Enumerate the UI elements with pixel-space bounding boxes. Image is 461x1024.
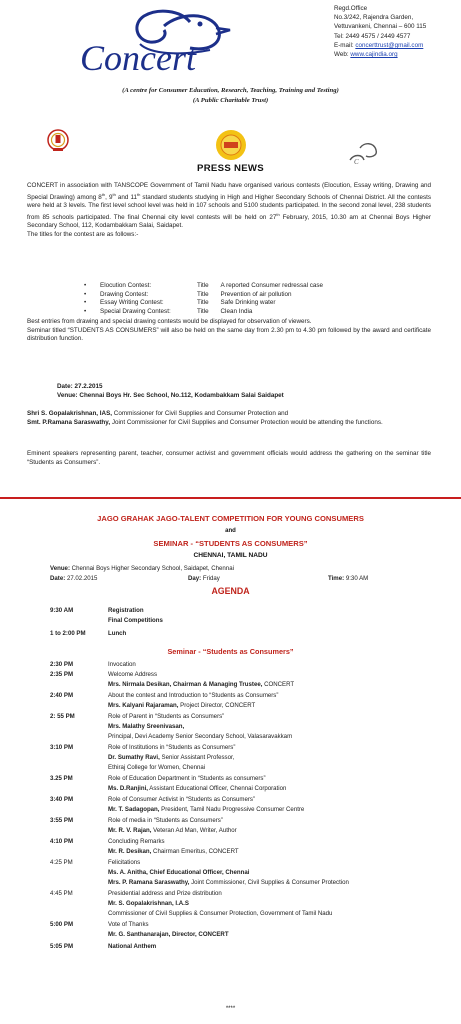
speaker-name: Mr. T. Sadagopan, <box>108 806 160 813</box>
sup: th <box>112 191 116 197</box>
bullet: • <box>84 307 87 315</box>
contest-name: Drawing Contest: <box>100 290 149 298</box>
agenda-list <box>50 0 450 1024</box>
speaker-name: Mrs. Kalyani Rajaraman, <box>108 702 179 709</box>
date-label: Date: <box>50 575 66 582</box>
address-line: Vettuvankeni, Chennai – 600 115 <box>334 23 427 31</box>
agenda-time: 4:45 PM <box>50 890 73 897</box>
agenda-item: Concluding Remarks <box>108 838 165 845</box>
contest-title-label: Title <box>197 290 209 298</box>
web-link[interactable]: www.cajindia.org <box>350 51 398 59</box>
agenda-time: 2:40 PM <box>50 692 74 699</box>
agenda-item: Ethiraj College for Women, Chennai <box>108 764 206 771</box>
agenda-row <box>50 943 450 953</box>
agenda-row <box>50 681 450 691</box>
seminar-subhead: Seminar - “Students as Consumers” <box>167 647 294 656</box>
speaker-role: Project Director, CONCERT <box>178 702 256 709</box>
agenda-item: Role of Parent in “Students as Consumers” <box>108 713 225 720</box>
agenda-row <box>50 931 450 941</box>
text: Seminar titled “STUDENTS AS CONSUMERS” will also be held on the same day from 2.30 pm to 4.30 pm followed by the award and certificate distribution function. <box>27 326 431 342</box>
event-venue: Venue: Chennai Boys Hr. Sec School, No.112, Kodambakkam Salai Saidapet <box>57 391 284 399</box>
speaker-role: Joint Commissioner, Civil Supplies & Consumer Protection <box>189 879 349 886</box>
agenda-speaker <box>108 754 234 761</box>
agenda-speaker <box>108 806 304 813</box>
address-line: Tel: 2449 4575 / 2449 4577 <box>334 32 411 40</box>
contest-title-label: Title <box>197 299 209 307</box>
agenda-item: Final Competitions <box>108 617 163 624</box>
agenda-row <box>50 661 450 671</box>
text: Joint Commissioner for Civil Supplies and Consumer Protection would be attending the functions. <box>110 418 383 426</box>
agenda-item: Lunch <box>108 630 127 637</box>
agenda-row <box>50 869 450 879</box>
program-and: and <box>225 528 236 534</box>
event-date: Date: 27.2.2015 <box>57 383 103 390</box>
web-label: Web: <box>334 51 351 59</box>
day-label: Day: <box>188 575 202 582</box>
speaker-name: Mr. R. Desikan, <box>108 848 152 855</box>
speaker-name: Mrs. P. Ramana Saraswathy, <box>108 879 190 886</box>
agenda-row <box>50 879 450 889</box>
contest-name: Elocution Contest: <box>100 282 152 289</box>
time-label: Time: <box>328 575 345 582</box>
agenda-row <box>50 733 450 743</box>
press-news-title: PRESS NEWS <box>197 163 264 174</box>
text: standard students studying in High and Higher Secondary Schools of Chennai District. All the contests were held at 3 levels. The first level school level was held in 107 schools and 5100 students participated. In the second zonal level, 238 students from 85 schools participated. The final Chennai city level contests will be held on 27 <box>27 193 431 221</box>
speaker-name: Mr. S. Gopalakrishnan, I.A.S <box>108 900 189 907</box>
agenda-title: AGENDA <box>211 586 250 596</box>
agenda-speaker <box>108 900 189 907</box>
agenda-row <box>50 806 450 816</box>
tagline: (A centre for Consumer Education, Research, Teaching, Training and Testing) <box>122 87 339 94</box>
agenda-time: 3.25 PM <box>50 775 73 782</box>
agenda-row <box>50 692 450 702</box>
agenda-row <box>50 848 450 858</box>
agenda-speaker <box>108 879 349 886</box>
agenda-item: Welcome Address <box>108 671 157 678</box>
time-value: 9:30 AM <box>344 575 369 582</box>
agenda-item: Role of Consumer Activist in “Students as Consumers” <box>108 796 255 803</box>
speaker-name: Ms. D.Ranjini, <box>108 785 148 792</box>
text: Best entries from drawing and special drawing contests would be displayed for observation of viewers. <box>27 318 312 325</box>
agenda-item: National Anthem <box>108 943 157 950</box>
agenda-speaker <box>108 785 286 792</box>
agenda-row <box>50 702 450 712</box>
agenda-time: 2:35 PM <box>50 671 74 678</box>
agenda-row <box>50 910 450 920</box>
agenda-row <box>50 796 450 806</box>
official-name: Smt. P.Ramana Saraswathy, <box>27 418 111 426</box>
venue-value: Chennai Boys Higher Secondary School, Saidapet, Chennai <box>69 565 234 572</box>
agenda-time: 2:30 PM <box>50 661 74 668</box>
titles-intro: The titles for the contest are as follows:- <box>27 230 139 238</box>
agenda-item: Felicitations <box>108 859 141 866</box>
sup: th <box>276 211 280 217</box>
agenda-row <box>50 744 450 754</box>
address-line: No.3/242, Rajendra Garden, <box>334 14 414 22</box>
svg-text:C: C <box>354 158 359 166</box>
contest-name: Special Drawing Contest: <box>100 307 171 315</box>
agenda-row <box>50 859 450 869</box>
tagline-trust: (A Public Charitable Trust) <box>192 97 269 104</box>
contest-title-label: Title <box>197 307 209 315</box>
agenda-item: Role of Education Department in “Students as consumers” <box>108 775 266 782</box>
agenda-row <box>50 617 450 627</box>
program-city: CHENNAI, TAMIL NADU <box>193 552 268 559</box>
bullet: • <box>84 290 87 298</box>
agenda-time: 1 to 2:00 PM <box>50 630 86 637</box>
sup: th <box>101 191 106 197</box>
speaker-name: Mrs. Nirmala Desikan, Chairman & Managing Trustee, <box>108 681 263 688</box>
agenda-time: 5:00 PM <box>50 921 74 928</box>
agenda-time: 9:30 AM <box>50 607 74 614</box>
agenda-row <box>50 785 450 795</box>
agenda-speaker <box>108 931 229 938</box>
press-paragraph-5: Eminent speakers representing parent, teacher, consumer activist and government officials would address the gathering on the seminar title “Students as Consumers”. <box>27 450 431 466</box>
agenda-item: Presidential address and Prize distribution <box>108 890 222 897</box>
agenda-time: 3:40 PM <box>50 796 74 803</box>
agenda-row <box>50 671 450 681</box>
agenda-time: 2: 55 PM <box>50 713 75 720</box>
agenda-row <box>50 827 450 837</box>
contest-name: Essay Writing Contest: <box>100 299 164 307</box>
agenda-row <box>50 838 450 848</box>
contest-title: Clean India <box>220 307 253 315</box>
agenda-speaker <box>108 848 239 855</box>
agenda-speaker <box>108 681 294 688</box>
agenda-time: 4:10 PM <box>50 838 74 845</box>
agenda-item: Commissioner of Civil Supplies & Consumer Protection, Government of Tamil Nadu <box>108 910 333 917</box>
speaker-role: President, Tamil Nadu Progressive Consumer Centre <box>159 806 305 813</box>
agenda-row <box>50 775 450 785</box>
speaker-name: Mr. G. Santhanarajan, Director, CONCERT <box>108 931 229 938</box>
text: February, 2015, 10.30 am at Chennai Boys Higher Secondary School, 112, Kodambakkam Salai, Saidapet. <box>27 213 431 230</box>
date-value: 27.02.2015 <box>65 575 98 582</box>
speaker-role: CONCERT <box>262 681 295 688</box>
email-link[interactable]: concerttrust@gmail.com <box>355 41 424 49</box>
speaker-name: Dr. Sumathy Ravi, <box>108 754 160 761</box>
agenda-speaker <box>108 869 249 876</box>
agenda-row <box>50 764 450 774</box>
agenda-row <box>50 890 450 900</box>
contest-title: A reported Consumer redressal case <box>220 282 324 289</box>
speaker-role: Chairman Emeritus, CONCERT <box>151 848 239 855</box>
official-name: Shri S. Gopalakrishnan, IAS, <box>27 410 113 417</box>
text: , 9 <box>105 193 113 201</box>
email-label: E-mail: <box>334 41 356 49</box>
agenda-item: Principal, Devi Academy Senior Secondary School, Valasaravakkam <box>108 733 293 740</box>
sup: th <box>136 191 141 197</box>
agenda-time: 3:10 PM <box>50 744 74 751</box>
bullet: • <box>84 282 87 289</box>
contest-title-label: Title <box>197 282 209 289</box>
agenda-row <box>50 900 450 910</box>
svg-text:Concert: Concert <box>80 38 196 78</box>
agenda-time: 5:05 PM <box>50 943 74 950</box>
agenda-time: 4:25 PM <box>50 859 73 866</box>
venue-label: Venue: <box>50 565 70 572</box>
agenda-item: Role of media in “Students as Consumers” <box>108 817 223 824</box>
speaker-name: Ms. A. Anitha, Chief Educational Officer, Chennai <box>108 869 250 876</box>
text: and 11 <box>115 193 137 201</box>
bullet: • <box>84 299 87 307</box>
day-value: Friday <box>201 575 220 582</box>
agenda-row <box>50 723 450 733</box>
agenda-item: Invocation <box>108 661 136 668</box>
text: Commissioner for Civil Supplies and Consumer Protection and <box>112 410 289 417</box>
speaker-role: Veteran Ad Man, Writer, Author <box>151 827 237 834</box>
agenda-row <box>50 754 450 764</box>
agenda-row <box>50 713 450 723</box>
speaker-name: Mr. R. V. Rajan, <box>108 827 152 834</box>
agenda-row <box>50 607 450 617</box>
agenda-item: Vote of Thanks <box>108 921 149 928</box>
contest-title: Safe Drinking water <box>220 299 276 307</box>
agenda-row <box>50 817 450 827</box>
speaker-role: Senior Assistant Professor, <box>159 754 235 761</box>
agenda-speaker <box>108 702 255 709</box>
agenda-item: Role of Institutions in “Students as Consumers” <box>108 744 236 751</box>
end-mark: **** <box>225 1006 236 1012</box>
agenda-speaker <box>108 723 184 730</box>
speaker-role: Assistant Educational Officer, Chennai Corporation <box>147 785 287 792</box>
agenda-item: Registration <box>108 607 144 614</box>
agenda-item: About the contest and Introduction to “Students as Consumers” <box>108 692 279 699</box>
seminar-title: SEMINAR - “STUDENTS AS CONSUMERS” <box>153 539 308 548</box>
text: CONCERT in association with TANSCOPE Government of Tamil Nadu have organised various contests (Elocution, Essay writing, Drawing and Special Drawing) among 8 <box>27 182 431 201</box>
speaker-name: Mrs. Malathy Sreenivasan, <box>108 723 185 730</box>
agenda-speaker <box>108 827 237 834</box>
agenda-row <box>50 630 450 640</box>
address-line: Regd.Office <box>334 5 368 12</box>
contest-title: Prevention of air pollution <box>220 290 292 298</box>
program-title: JAGO GRAHAK JAGO-TALENT COMPETITION FOR YOUNG CONSUMERS <box>97 514 364 523</box>
agenda-row <box>50 921 450 931</box>
agenda-time: 3:55 PM <box>50 817 74 824</box>
